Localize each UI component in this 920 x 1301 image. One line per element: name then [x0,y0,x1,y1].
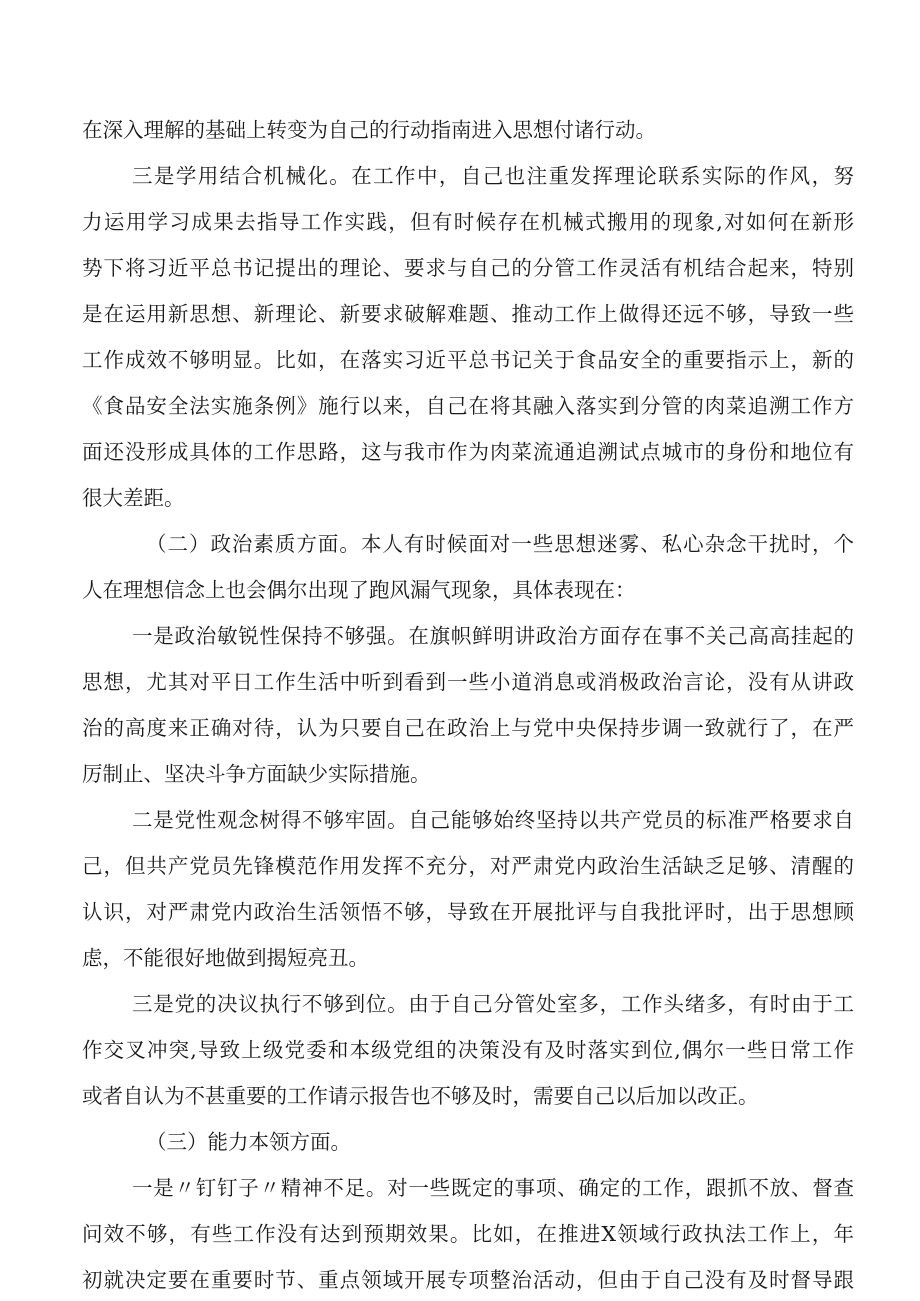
text-line: 认识，对严肃党内政治生活领悟不够，导致在开展批评与自我批评时，出于思想顾 [82,900,854,924]
text-line: 思想，尤其对平日工作生活中听到看到一些小道消息或消极政治言论，没有从讲政 [82,670,854,694]
text-line: 初就决定要在重要时节、重点领域开展专项整治活动，但由于自己没有及时督导跟 [82,1268,854,1292]
text-line: 力运用学习成果去指导工作实践，但有时候存在机械式搬用的现象,对如何在新形 [82,210,854,234]
text-line: 势下将习近平总书记提出的理论、要求与自己的分管工作灵活有机结合起来，特别 [82,256,854,280]
paragraph-start-line: 三是学用结合机械化。在工作中，自己也注重发挥理论联系实际的作风，努 [132,164,854,188]
paragraph-start-line: 一是〃钉钉子〃精神不足。对一些既定的事项、确定的工作，跟抓不放、督查 [132,1176,854,1200]
text-line: 《食品安全法实施条例》施行以来，自己在将其融入落实到分管的肉菜追溯工作方 [82,394,854,418]
paragraph-start-line: 一是政治敏锐性保持不够强。在旗帜鲜明讲政治方面存在事不关己高高挂起的 [132,624,854,648]
section-heading-line: （二）政治素质方面。本人有时候面对一些思想迷雾、私心杂念干扰时，个 [146,532,854,556]
text-line: 虑，不能很好地做到揭短亮丑。 [82,946,369,970]
text-line: 或者自认为不甚重要的工作请示报告也不够及时，需要自己以后加以改正。 [82,1084,759,1108]
text-line: 己，但共产党员先锋模范作用发挥不充分，对严肃党内政治生活缺乏足够、清醒的 [82,854,854,878]
paragraph-start-line: 二是党性观念树得不够牢固。自己能够始终坚持以共产党员的标准严格要求自 [132,808,854,832]
text-line: 工作成效不够明显。比如，在落实习近平总书记关于食品安全的重要指示上，新的 [82,348,854,372]
text-line: 是在运用新思想、新理论、新要求破解难题、推动工作上做得还远不够，导致一些 [82,302,854,326]
text-line: 很大差距。 [82,486,185,510]
section-heading-line: （三）能力本领方面。 [146,1130,351,1154]
text-line: 作交叉冲突,导致上级党委和本级党组的决策没有及时落实到位,偶尔一些日常工作 [82,1038,854,1062]
text-line: 治的高度来正确对待，认为只要自己在政治上与党中央保持步调一致就行了，在严 [82,716,854,740]
text-line: 人在理想信念上也会偶尔出现了跑风漏气现象，具体表现在： [82,578,636,602]
text-line: 问效不够，有些工作没有达到预期效果。比如，在推进X领域行政执法工作上，年 [82,1222,854,1246]
text-line: 在深入理解的基础上转变为自己的行动指南进入思想付诸行动。 [82,118,656,142]
paragraph-start-line: 三是党的决议执行不够到位。由于自己分管处室多，工作头绪多，有时由于工 [132,992,854,1016]
text-line: 厉制止、坚决斗争方面缺少实际措施。 [82,762,431,786]
text-line: 面还没形成具体的工作思路，这与我市作为肉菜流通追溯试点城市的身份和地位有 [82,440,854,464]
